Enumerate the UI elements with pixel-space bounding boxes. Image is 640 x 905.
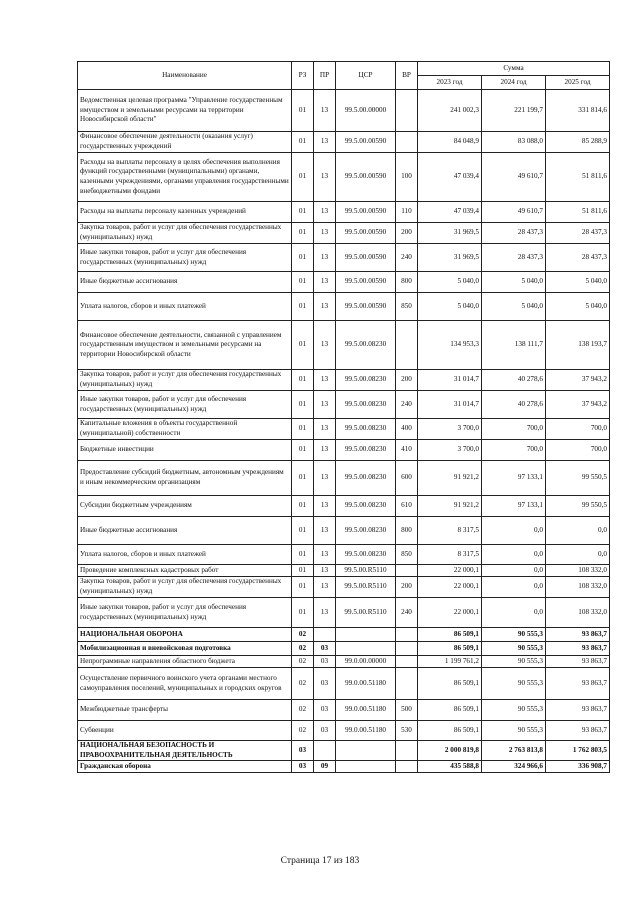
table-row — [78, 642, 610, 656]
row-pr: 03 — [314, 700, 336, 721]
row-rz: 01 — [292, 577, 314, 598]
row-vr — [396, 628, 418, 642]
row-name: Финансовое обеспечение деятельности, связанной с управлением государственным имуществом и земельными ресурсами на территории Новосибирской области — [78, 321, 292, 370]
table-row — [78, 700, 610, 721]
row-rz: 01 — [292, 132, 314, 153]
row-value-2024: 700,0 — [482, 419, 546, 440]
row-value-2024: 40 278,6 — [482, 391, 546, 419]
page-number: Страница 17 из 183 — [280, 856, 360, 866]
row-vr: 500 — [396, 700, 418, 721]
table-row — [78, 628, 610, 642]
row-pr: 13 — [314, 598, 336, 628]
row-name: Бюджетные инвестиции — [78, 440, 292, 461]
row-vr: 240 — [396, 598, 418, 628]
row-vr — [396, 668, 418, 700]
row-csr: 99.5.00.08230 — [336, 321, 396, 370]
row-csr: 99.5.00.00590 — [336, 272, 396, 293]
table-row — [78, 153, 610, 202]
row-value-2024: 28 437,3 — [482, 244, 546, 272]
row-value-2023: 3 700,0 — [418, 440, 482, 461]
row-csr: 99.0.00.51180 — [336, 668, 396, 700]
row-value-2025: 700,0 — [546, 419, 610, 440]
row-value-2023: 8 317,5 — [418, 545, 482, 565]
row-value-2025: 5 040,0 — [546, 272, 610, 293]
row-rz: 01 — [292, 545, 314, 565]
row-rz: 01 — [292, 517, 314, 545]
row-rz: 01 — [292, 272, 314, 293]
table-row — [78, 272, 610, 293]
row-value-2023: 435 588,8 — [418, 761, 482, 773]
row-value-2025: 108 332,0 — [546, 598, 610, 628]
row-value-2023: 47 039,4 — [418, 153, 482, 202]
row-vr: 610 — [396, 496, 418, 517]
row-rz: 02 — [292, 721, 314, 741]
row-csr: 99.5.00.00590 — [336, 293, 396, 321]
table-row — [78, 565, 610, 577]
row-value-2025: 99 550,5 — [546, 461, 610, 496]
row-value-2025: 0,0 — [546, 545, 610, 565]
table-row — [78, 545, 610, 565]
row-pr: 03 — [314, 656, 336, 668]
row-value-2023: 22 000,1 — [418, 577, 482, 598]
row-name: Предоставление субсидий бюджетным, автономным учреждениям и иным некоммерческим организациям — [78, 461, 292, 496]
row-name: Расходы на выплаты персоналу казенных учреждений — [78, 202, 292, 223]
row-rz: 01 — [292, 565, 314, 577]
row-value-2025: 28 437,3 — [546, 223, 610, 244]
row-value-2024: 0,0 — [482, 517, 546, 545]
row-vr — [396, 741, 418, 761]
row-csr: 99.5.00.R5110 — [336, 565, 396, 577]
row-csr: 99.5.00.00590 — [336, 244, 396, 272]
row-name: Иные закупки товаров, работ и услуг для обеспечения государственных (муниципальных) нужд — [78, 391, 292, 419]
row-vr — [396, 761, 418, 773]
row-name: Гражданская оборона — [78, 761, 292, 773]
row-value-2025: 138 193,7 — [546, 321, 610, 370]
row-name: Иные закупки товаров, работ и услуг для обеспечения государственных (муниципальных) нужд — [78, 598, 292, 628]
row-csr: 99.5.00.08230 — [336, 496, 396, 517]
row-name: НАЦИОНАЛЬНАЯ БЕЗОПАСНОСТЬ И ПРАВООХРАНИТЕЛЬНАЯ ДЕЯТЕЛЬНОСТЬ — [78, 741, 292, 761]
row-value-2023: 86 509,1 — [418, 668, 482, 700]
row-value-2025: 93 863,7 — [546, 721, 610, 741]
row-value-2023: 1 199 761,2 — [418, 656, 482, 668]
header-vr: ВР — [396, 62, 418, 90]
row-vr — [396, 132, 418, 153]
table-row — [78, 656, 610, 668]
row-pr: 13 — [314, 461, 336, 496]
row-value-2024: 90 555,3 — [482, 668, 546, 700]
header-pr: ПР — [314, 62, 336, 90]
row-pr: 13 — [314, 132, 336, 153]
row-value-2025: 93 863,7 — [546, 668, 610, 700]
header-name: Наименование — [78, 62, 292, 90]
row-value-2024: 49 610,7 — [482, 153, 546, 202]
row-value-2023: 86 509,1 — [418, 721, 482, 741]
row-value-2023: 86 509,1 — [418, 628, 482, 642]
row-pr: 13 — [314, 370, 336, 391]
row-value-2023: 22 000,1 — [418, 598, 482, 628]
row-name: Финансовое обеспечение деятельности (оказания услуг) государственных учреждений — [78, 132, 292, 153]
row-rz: 01 — [292, 153, 314, 202]
row-pr: 13 — [314, 577, 336, 598]
header-year-2024: 2024 год — [482, 76, 546, 90]
row-pr: 03 — [314, 642, 336, 656]
row-vr: 850 — [396, 293, 418, 321]
row-csr: 99.5.00.08230 — [336, 370, 396, 391]
row-value-2023: 134 953,3 — [418, 321, 482, 370]
row-rz: 03 — [292, 741, 314, 761]
table-row — [78, 761, 610, 773]
row-value-2023: 47 039,4 — [418, 202, 482, 223]
row-value-2025: 93 863,7 — [546, 656, 610, 668]
row-pr: 03 — [314, 668, 336, 700]
table-body — [78, 90, 610, 773]
header-sum: Сумма — [418, 62, 610, 76]
row-value-2023: 2 000 819,8 — [418, 741, 482, 761]
row-value-2023: 91 921,2 — [418, 496, 482, 517]
row-csr: 99.5.00.00590 — [336, 202, 396, 223]
row-value-2024: 0,0 — [482, 598, 546, 628]
row-rz: 02 — [292, 700, 314, 721]
row-value-2023: 5 040,0 — [418, 272, 482, 293]
row-vr: 400 — [396, 419, 418, 440]
row-vr: 100 — [396, 153, 418, 202]
row-value-2024: 2 763 813,8 — [482, 741, 546, 761]
row-value-2024: 221 199,7 — [482, 90, 546, 132]
row-vr — [396, 321, 418, 370]
row-value-2025: 51 811,6 — [546, 202, 610, 223]
row-value-2024: 49 610,7 — [482, 202, 546, 223]
row-csr: 99.5.00.08230 — [336, 419, 396, 440]
row-csr: 99.5.00.08230 — [336, 545, 396, 565]
row-csr: 99.0.00.51180 — [336, 700, 396, 721]
row-vr: 800 — [396, 517, 418, 545]
row-pr: 13 — [314, 90, 336, 132]
row-value-2025: 1 762 803,5 — [546, 741, 610, 761]
row-vr: 240 — [396, 244, 418, 272]
row-name: Иные бюджетные ассигнования — [78, 517, 292, 545]
row-value-2025: 37 943,2 — [546, 391, 610, 419]
row-csr — [336, 642, 396, 656]
row-name: Закупка товаров, работ и услуг для обеспечения государственных (муниципальных) нужд — [78, 577, 292, 598]
row-csr: 99.5.00.00000 — [336, 90, 396, 132]
row-csr: 99.0.00.00000 — [336, 656, 396, 668]
row-rz: 01 — [292, 496, 314, 517]
row-name: Закупка товаров, работ и услуг для обеспечения государственных (муниципальных) нужд — [78, 370, 292, 391]
row-value-2024: 28 437,3 — [482, 223, 546, 244]
row-value-2024: 0,0 — [482, 545, 546, 565]
header-csr: ЦСР — [336, 62, 396, 90]
row-value-2025: 108 332,0 — [546, 577, 610, 598]
row-csr: 99.5.00.00590 — [336, 223, 396, 244]
row-pr: 13 — [314, 321, 336, 370]
row-pr: 13 — [314, 545, 336, 565]
row-name: Осуществление первичного воинского учета органами местного самоуправления поселений, муниципальных и городских округов — [78, 668, 292, 700]
row-value-2025: 336 908,7 — [546, 761, 610, 773]
header-year-2025: 2025 год — [546, 76, 610, 90]
row-vr: 600 — [396, 461, 418, 496]
row-vr — [396, 642, 418, 656]
row-pr — [314, 628, 336, 642]
table-row — [78, 721, 610, 741]
row-value-2024: 90 555,3 — [482, 721, 546, 741]
table-row — [78, 598, 610, 628]
row-name: Проведение комплексных кадастровых работ — [78, 565, 292, 577]
row-rz: 01 — [292, 293, 314, 321]
row-rz: 01 — [292, 321, 314, 370]
row-value-2023: 86 509,1 — [418, 700, 482, 721]
row-value-2023: 86 509,1 — [418, 642, 482, 656]
row-name: Иные закупки товаров, работ и услуг для обеспечения государственных (муниципальных) нужд — [78, 244, 292, 272]
table-row — [78, 741, 610, 761]
row-value-2025: 93 863,7 — [546, 642, 610, 656]
row-vr: 410 — [396, 440, 418, 461]
row-rz: 02 — [292, 656, 314, 668]
table-row — [78, 321, 610, 370]
row-pr: 13 — [314, 202, 336, 223]
row-pr: 13 — [314, 391, 336, 419]
row-value-2025: 5 040,0 — [546, 293, 610, 321]
row-rz: 02 — [292, 668, 314, 700]
row-vr: 200 — [396, 577, 418, 598]
row-name: Уплата налогов, сборов и иных платежей — [78, 545, 292, 565]
row-name: Закупка товаров, работ и услуг для обеспечения государственных (муниципальных) нужд — [78, 223, 292, 244]
row-pr — [314, 741, 336, 761]
row-value-2023: 31 014,7 — [418, 391, 482, 419]
table-row — [78, 419, 610, 440]
row-name: Иные бюджетные ассигнования — [78, 272, 292, 293]
row-name: Субвенции — [78, 721, 292, 741]
row-pr: 13 — [314, 419, 336, 440]
row-value-2023: 5 040,0 — [418, 293, 482, 321]
budget-table — [77, 61, 610, 773]
row-rz: 01 — [292, 391, 314, 419]
row-pr: 13 — [314, 272, 336, 293]
row-rz: 01 — [292, 90, 314, 132]
row-csr: 99.5.00.R5110 — [336, 577, 396, 598]
row-value-2024: 324 966,6 — [482, 761, 546, 773]
table-row — [78, 202, 610, 223]
row-rz: 01 — [292, 244, 314, 272]
row-value-2025: 700,0 — [546, 440, 610, 461]
table-row — [78, 440, 610, 461]
row-value-2023: 241 002,3 — [418, 90, 482, 132]
row-value-2025: 93 863,7 — [546, 628, 610, 642]
row-value-2024: 83 088,0 — [482, 132, 546, 153]
row-pr: 13 — [314, 517, 336, 545]
row-pr: 13 — [314, 293, 336, 321]
row-value-2023: 8 317,5 — [418, 517, 482, 545]
row-name: Капитальные вложения в объекты государственной (муниципальной) собственности — [78, 419, 292, 440]
table-row — [78, 577, 610, 598]
table-row — [78, 223, 610, 244]
row-value-2024: 90 555,3 — [482, 656, 546, 668]
row-value-2023: 31 014,7 — [418, 370, 482, 391]
row-csr — [336, 761, 396, 773]
table-row — [78, 90, 610, 132]
row-name: Непрограммные направления областного бюджета — [78, 656, 292, 668]
row-csr: 99.5.00.08230 — [336, 391, 396, 419]
row-rz: 03 — [292, 761, 314, 773]
table-row — [78, 391, 610, 419]
row-value-2025: 93 863,7 — [546, 700, 610, 721]
table-row — [78, 668, 610, 700]
row-csr: 99.5.00.R5110 — [336, 598, 396, 628]
row-value-2024: 97 133,1 — [482, 496, 546, 517]
row-name: Ведомственная целевая программа "Управление государственным имуществом и земельными ресурсами на территории Новосибирской области" — [78, 90, 292, 132]
row-rz: 01 — [292, 419, 314, 440]
row-csr: 99.0.00.51180 — [336, 721, 396, 741]
row-vr — [396, 656, 418, 668]
row-pr: 13 — [314, 223, 336, 244]
row-value-2024: 90 555,3 — [482, 642, 546, 656]
table-row — [78, 244, 610, 272]
row-value-2025: 99 550,5 — [546, 496, 610, 517]
row-vr: 200 — [396, 370, 418, 391]
row-value-2024: 5 040,0 — [482, 272, 546, 293]
row-value-2025: 51 811,6 — [546, 153, 610, 202]
row-rz: 02 — [292, 642, 314, 656]
row-name: Мобилизационная и вневойсковая подготовка — [78, 642, 292, 656]
row-value-2024: 0,0 — [482, 577, 546, 598]
row-csr — [336, 741, 396, 761]
row-vr: 800 — [396, 272, 418, 293]
row-csr: 99.5.00.08230 — [336, 440, 396, 461]
row-value-2024: 40 278,6 — [482, 370, 546, 391]
row-vr — [396, 565, 418, 577]
row-value-2024: 138 111,7 — [482, 321, 546, 370]
row-rz: 01 — [292, 223, 314, 244]
row-value-2023: 91 921,2 — [418, 461, 482, 496]
row-pr: 09 — [314, 761, 336, 773]
row-value-2024: 0,0 — [482, 565, 546, 577]
row-vr: 240 — [396, 391, 418, 419]
row-rz: 01 — [292, 440, 314, 461]
row-value-2024: 5 040,0 — [482, 293, 546, 321]
row-value-2023: 3 700,0 — [418, 419, 482, 440]
row-value-2023: 31 969,5 — [418, 223, 482, 244]
row-rz: 01 — [292, 598, 314, 628]
table-row — [78, 293, 610, 321]
row-name: Субсидии бюджетным учреждениям — [78, 496, 292, 517]
row-rz: 01 — [292, 461, 314, 496]
table-row — [78, 370, 610, 391]
row-vr — [396, 90, 418, 132]
row-value-2023: 31 969,5 — [418, 244, 482, 272]
row-value-2025: 85 288,9 — [546, 132, 610, 153]
row-value-2025: 331 814,6 — [546, 90, 610, 132]
row-rz: 02 — [292, 628, 314, 642]
row-value-2025: 37 943,2 — [546, 370, 610, 391]
row-name: Межбюджетные трансферты — [78, 700, 292, 721]
row-value-2025: 108 332,0 — [546, 565, 610, 577]
header-rz: РЗ — [292, 62, 314, 90]
row-csr: 99.5.00.00590 — [336, 153, 396, 202]
table-row — [78, 517, 610, 545]
row-csr: 99.5.00.00590 — [336, 132, 396, 153]
row-vr: 530 — [396, 721, 418, 741]
row-rz: 01 — [292, 202, 314, 223]
row-vr: 200 — [396, 223, 418, 244]
row-vr: 110 — [396, 202, 418, 223]
row-name: Уплата налогов, сборов и иных платежей — [78, 293, 292, 321]
row-value-2024: 700,0 — [482, 440, 546, 461]
row-csr — [336, 628, 396, 642]
row-pr: 13 — [314, 496, 336, 517]
row-value-2023: 84 048,9 — [418, 132, 482, 153]
row-value-2025: 0,0 — [546, 517, 610, 545]
row-rz: 01 — [292, 370, 314, 391]
row-pr: 13 — [314, 153, 336, 202]
table-row — [78, 132, 610, 153]
row-name: НАЦИОНАЛЬНАЯ ОБОРОНА — [78, 628, 292, 642]
table-row — [78, 461, 610, 496]
row-pr: 13 — [314, 244, 336, 272]
row-value-2024: 90 555,3 — [482, 628, 546, 642]
row-name: Расходы на выплаты персоналу в целях обеспечения выполнения функций государственными (муниципальными) органами, казенными учреждениями, органами управления государственными внебюджетными фондами — [78, 153, 292, 202]
row-value-2024: 90 555,3 — [482, 700, 546, 721]
row-csr: 99.5.00.08230 — [336, 517, 396, 545]
row-csr: 99.5.00.08230 — [336, 461, 396, 496]
row-value-2023: 22 000,1 — [418, 565, 482, 577]
header-year-2023: 2023 год — [418, 76, 482, 90]
row-value-2025: 28 437,3 — [546, 244, 610, 272]
row-pr: 13 — [314, 565, 336, 577]
row-pr: 03 — [314, 721, 336, 741]
row-value-2024: 97 133,1 — [482, 461, 546, 496]
row-pr: 13 — [314, 440, 336, 461]
row-vr: 850 — [396, 545, 418, 565]
table-row — [78, 496, 610, 517]
